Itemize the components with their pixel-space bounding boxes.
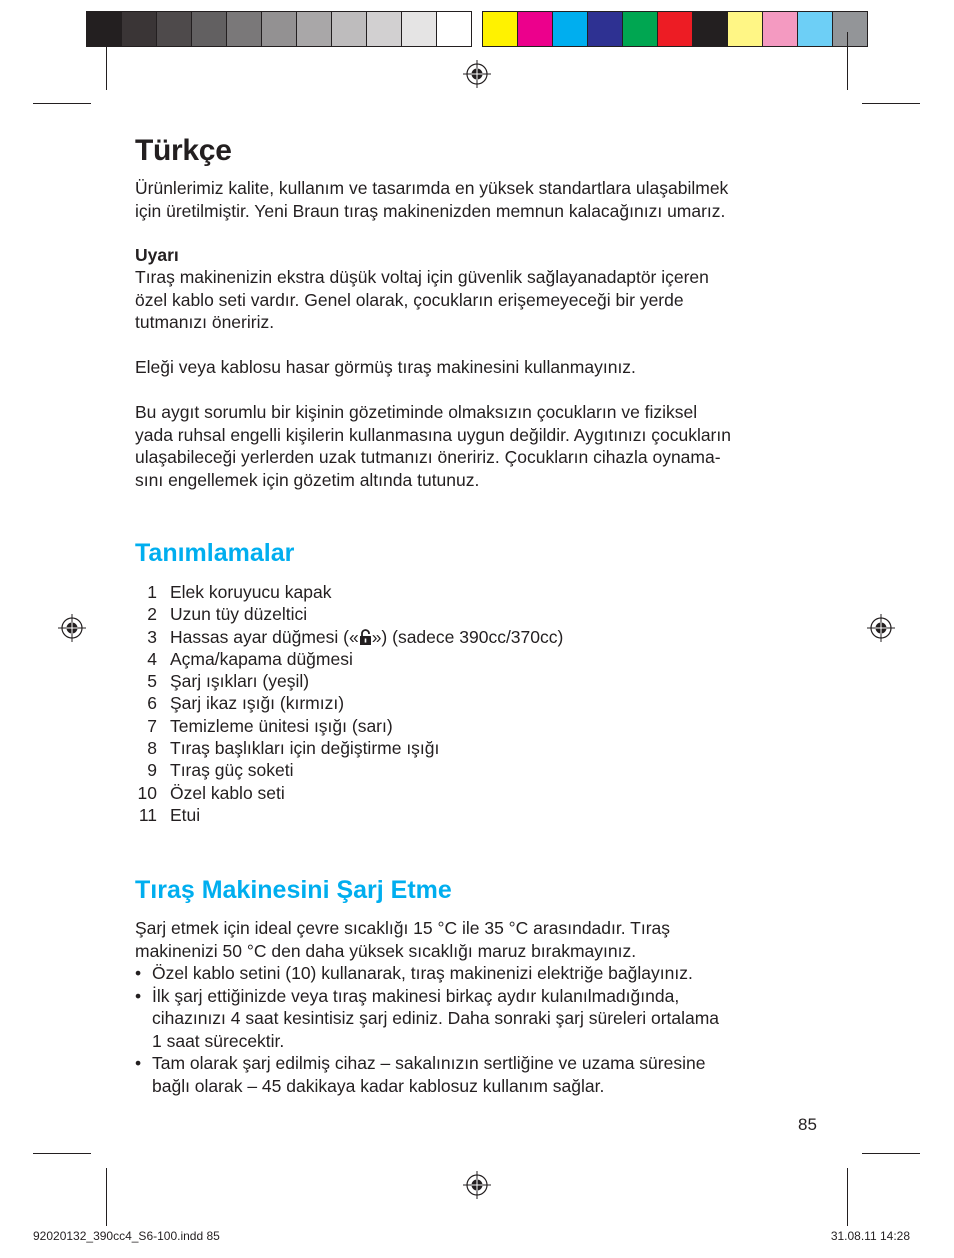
color-swatch bbox=[482, 11, 518, 47]
color-swatch bbox=[401, 11, 437, 47]
gray-color-bar bbox=[86, 11, 471, 47]
crop-mark bbox=[106, 32, 107, 90]
color-swatch bbox=[622, 11, 658, 47]
crop-mark bbox=[33, 1153, 91, 1154]
registration-mark-icon bbox=[463, 60, 491, 88]
definitions-list bbox=[135, 581, 563, 826]
color-swatch bbox=[261, 11, 297, 47]
charging-heading: Tıraş Makinesini Şarj Etme bbox=[135, 876, 452, 904]
registration-mark-icon bbox=[463, 1171, 491, 1199]
item-number: 10 bbox=[137, 782, 157, 803]
list-item bbox=[135, 985, 825, 1053]
warning-paragraph-3: Bu aygıt sorumlu bir kişinin gözetiminde olmaksızın çocukların ve fiziksel yada ruhsal engelli kişilerin kullanmasına uygun değildir. Aygıtınızı çocukların ulaşabileceği yerlerden uzak tutmanızı öneririz. Çocukların cihazla oynama- sını engellemek için gözetim altında tutunuz. bbox=[135, 402, 731, 490]
list-item bbox=[135, 737, 563, 759]
bullet-text: Tam olarak şarj edilmiş cihaz – sakalınızın sertliğine ve uzama süresine bağlı olarak – 45 dakikaya kadar kablosuz kullanım sağlar. bbox=[152, 1053, 706, 1096]
list-item bbox=[135, 804, 563, 826]
color-swatch bbox=[517, 11, 553, 47]
crop-mark bbox=[862, 103, 920, 104]
warning-title: Uyarı bbox=[135, 245, 179, 265]
color-swatch bbox=[331, 11, 367, 47]
charging-intro: Şarj etmek için ideal çevre sıcaklığı 15 °C ile 35 °C arasındadır. Tıraş makinenizi 50 °C den daha yüksek sıcaklığı maruz bırakmayınız. bbox=[135, 918, 671, 961]
warning-paragraph-2: Eleği veya kablosu hasar görmüş tıraş makinesini kullanmayınız. bbox=[135, 357, 636, 377]
warning-paragraph-1: Tıraş makinenizin ekstra düşük voltaj için güvenlik sağlayanadaptör içeren özel kablo seti vardır. Genel olarak, çocukların erişemeyeceği bir yerde tutmanızı öneririz. bbox=[135, 267, 709, 332]
item-number: 1 bbox=[147, 582, 157, 602]
item-text: Şarj ikaz ışığı (kırmızı) bbox=[170, 693, 345, 714]
crop-mark bbox=[847, 32, 848, 90]
list-item bbox=[135, 715, 563, 737]
color-swatch bbox=[832, 11, 868, 47]
bullet: • bbox=[135, 985, 142, 1006]
color-swatch bbox=[436, 11, 472, 47]
item-text: Özel kablo seti bbox=[170, 782, 285, 803]
item-text: Hassas ayar düğmesi (« bbox=[170, 626, 359, 647]
color-swatch bbox=[226, 11, 262, 47]
color-swatch bbox=[657, 11, 693, 47]
crop-mark bbox=[847, 1168, 848, 1226]
color-swatch bbox=[762, 11, 798, 47]
color-swatch bbox=[191, 11, 227, 47]
item-text: Şarj ışıkları (yeşil) bbox=[170, 671, 310, 692]
registration-mark-icon bbox=[867, 614, 895, 642]
item-text: Uzun tüy düzeltici bbox=[170, 604, 308, 625]
color-swatch bbox=[692, 11, 728, 47]
list-item bbox=[135, 1052, 825, 1097]
color-swatch bbox=[587, 11, 623, 47]
item-number: 8 bbox=[147, 738, 157, 759]
list-item bbox=[135, 962, 825, 985]
item-number: 3 bbox=[147, 626, 157, 647]
color-swatch bbox=[121, 11, 157, 47]
intro-paragraph: Ürünlerimiz kalite, kullanım ve tasarımda en yüksek standartlara ulaşabilmek için üretilmiştir. Yeni Braun tıraş makinenizden memnun kalacağınızı umarız. bbox=[135, 178, 729, 221]
item-number: 7 bbox=[147, 715, 157, 736]
page-title: Türkçe bbox=[135, 134, 232, 167]
color-swatch bbox=[366, 11, 402, 47]
list-item bbox=[135, 759, 563, 781]
color-swatch bbox=[727, 11, 763, 47]
slug-timestamp: 31.08.11 14:28 bbox=[830, 1229, 910, 1243]
item-number: 11 bbox=[138, 804, 157, 825]
list-item bbox=[135, 603, 563, 625]
process-color-bar bbox=[482, 11, 867, 47]
item-number: 9 bbox=[147, 760, 157, 781]
bullet: • bbox=[135, 963, 142, 983]
item-text: Etui bbox=[170, 804, 201, 825]
lock-icon bbox=[359, 629, 372, 645]
color-swatch bbox=[86, 11, 122, 47]
item-number: 6 bbox=[147, 693, 157, 714]
list-item bbox=[135, 626, 563, 648]
list-item bbox=[135, 581, 563, 603]
list-item bbox=[135, 782, 563, 804]
item-number: 5 bbox=[147, 671, 157, 692]
bullet-text: İlk şarj ettiğinizde veya tıraş makinesi birkaç aydır kulanılmadığında, cihazınızı 4 saat kesintisiz şarj ediniz. Daha sonraki şarj süreleri ortalama 1 saat sürecektir. bbox=[152, 985, 720, 1051]
bullet: • bbox=[135, 1053, 142, 1073]
list-item bbox=[135, 648, 563, 670]
registration-mark-icon bbox=[58, 614, 86, 642]
item-text-suffix: ») (sadece 390cc/370cc) bbox=[371, 626, 564, 647]
item-text: Temizleme ünitesi ışığı (sarı) bbox=[170, 715, 393, 736]
charging-bullets bbox=[135, 962, 825, 1097]
crop-mark bbox=[106, 1168, 107, 1226]
color-swatch bbox=[797, 11, 833, 47]
crop-mark bbox=[33, 103, 91, 104]
item-text: Elek koruyucu kapak bbox=[170, 582, 332, 602]
color-swatch bbox=[296, 11, 332, 47]
color-swatch bbox=[552, 11, 588, 47]
slug-filename: 92020132_390cc4_S6-100.indd 85 bbox=[33, 1229, 220, 1243]
page-number: 85 bbox=[798, 1115, 817, 1134]
list-item bbox=[135, 692, 563, 714]
color-swatch bbox=[156, 11, 192, 47]
item-text: Tıraş güç soketi bbox=[170, 760, 294, 781]
definitions-heading: Tanımlamalar bbox=[135, 539, 295, 567]
item-text: Açma/kapama düğmesi bbox=[170, 648, 353, 669]
list-item bbox=[135, 670, 563, 692]
item-number: 2 bbox=[147, 604, 157, 625]
bullet-text: Özel kablo setini (10) kullanarak, tıraş makinenizi elektriğe bağlayınız. bbox=[152, 963, 693, 983]
item-text: Tıraş başlıkları için değiştirme ışığı bbox=[170, 738, 440, 759]
item-number: 4 bbox=[147, 648, 157, 669]
crop-mark bbox=[862, 1153, 920, 1154]
